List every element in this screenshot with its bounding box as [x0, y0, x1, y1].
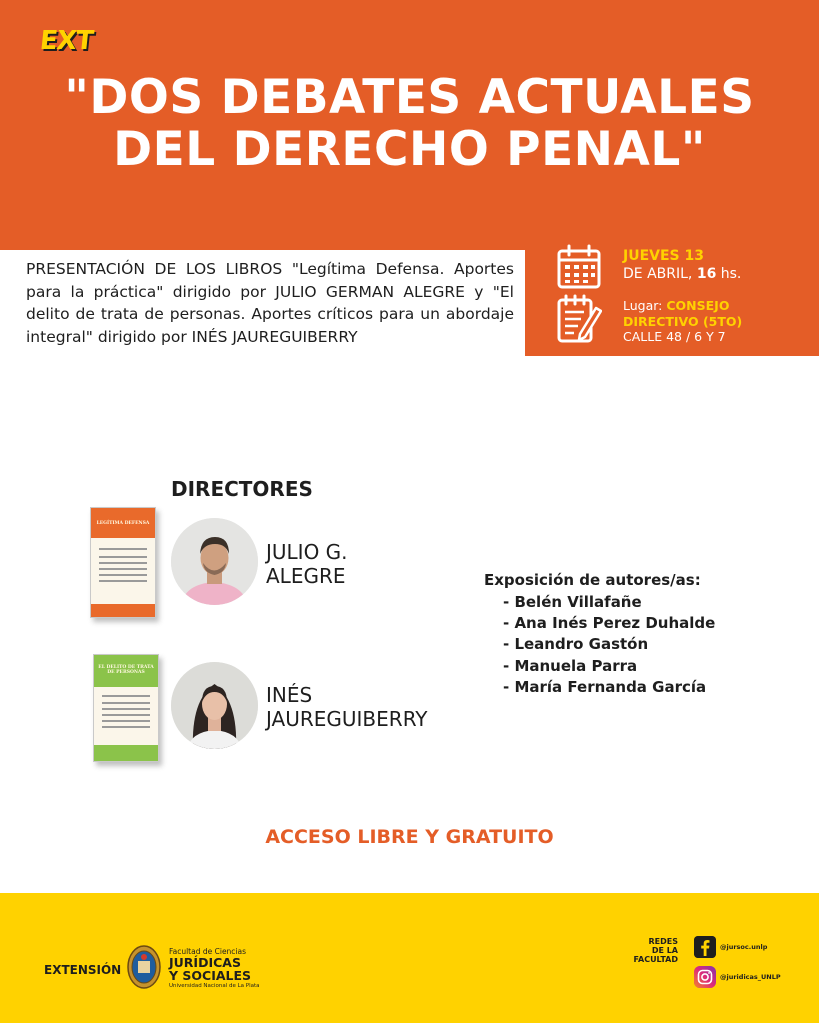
book1-title: LEGÍTIMA DEFENSA — [96, 521, 150, 526]
list-item: - María Fernanda García — [503, 677, 707, 696]
book2-text-line — [102, 714, 150, 716]
university-name: Universidad Nacional de La Plata — [169, 983, 260, 989]
event-time: 16 — [696, 266, 717, 282]
book2-band — [94, 687, 158, 745]
avatar-julio-alegre — [171, 518, 258, 605]
redes-line2: DE LA — [651, 946, 678, 955]
footer-bar — [0, 893, 819, 1023]
book2-text-line — [102, 708, 150, 710]
directors-heading: DIRECTORES — [171, 477, 313, 501]
faculty-name — [169, 956, 269, 982]
director-name-ines-jaureguiberry — [266, 683, 428, 731]
faculty-small-label: Facultad de Ciencias — [169, 947, 247, 956]
book2-text-line — [102, 720, 150, 722]
place-value-2: DIRECTIVO (5TO) — [623, 313, 743, 329]
avatar-ines-jaureguiberry — [171, 662, 258, 749]
director2-line1: INÉS — [266, 683, 313, 707]
redes-line3: FACULTAD — [633, 955, 678, 964]
extension-label: EXTENSIÓN — [44, 963, 122, 977]
director-name-julio-alegre — [266, 540, 348, 588]
faculty-name-line2: Y SOCIALES — [169, 968, 252, 983]
exposition-heading: Exposición de autores/as: — [484, 571, 701, 589]
instagram-handle[interactable]: @juridicas_UNLP — [720, 973, 781, 981]
book-cover-legitima-defensa — [90, 507, 156, 618]
place-value-1: CONSEJO — [666, 298, 730, 313]
director1-line1: JULIO G. — [266, 540, 348, 564]
avatar-portrait-1 — [171, 518, 258, 605]
list-item: - Manuela Parra — [503, 656, 638, 675]
instagram-icon[interactable] — [694, 966, 716, 988]
notepad-pencil-icon — [556, 294, 602, 344]
book1-text-line — [99, 562, 147, 564]
event-time-suffix: hs. — [716, 266, 742, 282]
facebook-icon[interactable] — [694, 936, 716, 958]
book1-band — [91, 538, 155, 604]
book2-title: EL DELITO DE TRATA DE PERSONAS — [98, 665, 154, 675]
presentation-text: PRESENTACIÓN DE LOS LIBROS "Legítima Defensa. Aportes para la práctica" dirigido por JULIO GERMAN ALEGRE y "El delito de trata de personas. Aportes críticos para un abordaje integral" dirigido por INÉS JAUREGUIBERRY — [26, 260, 514, 346]
university-seal-icon — [127, 945, 161, 989]
book1-text-line — [99, 548, 147, 550]
redes-line1: REDES — [648, 937, 678, 946]
event-place — [623, 298, 813, 345]
calendar-icon — [556, 244, 602, 290]
ext-logo: EXT — [38, 26, 95, 56]
book1-text-line — [99, 574, 147, 576]
event-date-prefix: DE ABRIL, — [623, 266, 697, 282]
event-day: JUEVES 13 — [623, 248, 704, 264]
book1-text-line — [99, 568, 147, 570]
facebook-handle[interactable]: @jursoc.unlp — [720, 943, 768, 951]
book2-text-line — [102, 702, 150, 704]
list-item: - Belén Villafañe — [503, 593, 642, 611]
place-address: CALLE 48 / 6 Y 7 — [623, 329, 726, 344]
free-access-notice: ACCESO LIBRE Y GRATUITO — [265, 826, 554, 848]
social-networks-label — [626, 937, 678, 964]
book2-text-line — [102, 726, 150, 728]
list-item: - Leandro Gastón — [503, 635, 649, 654]
title-line-1: "DOS DEBATES ACTUALES — [64, 70, 755, 125]
page-title — [0, 72, 819, 176]
event-date — [623, 266, 741, 282]
director1-line2: ALEGRE — [266, 564, 346, 588]
title-line-2: DEL DERECHO PENAL" — [113, 122, 706, 177]
faculty-name-line1: JURÍDICAS — [169, 955, 241, 970]
book2-text-line — [102, 695, 150, 697]
director2-line2: JAUREGUIBERRY — [266, 707, 428, 731]
book-cover-trata-de-personas — [93, 654, 159, 762]
header-banner — [0, 0, 819, 250]
avatar-portrait-2 — [171, 662, 258, 749]
place-label: Lugar: — [623, 298, 667, 313]
book1-text-line — [99, 556, 147, 558]
list-item: - Ana Inés Perez Duhalde — [503, 614, 716, 633]
book1-text-line — [99, 580, 147, 582]
authors-list — [503, 592, 715, 698]
